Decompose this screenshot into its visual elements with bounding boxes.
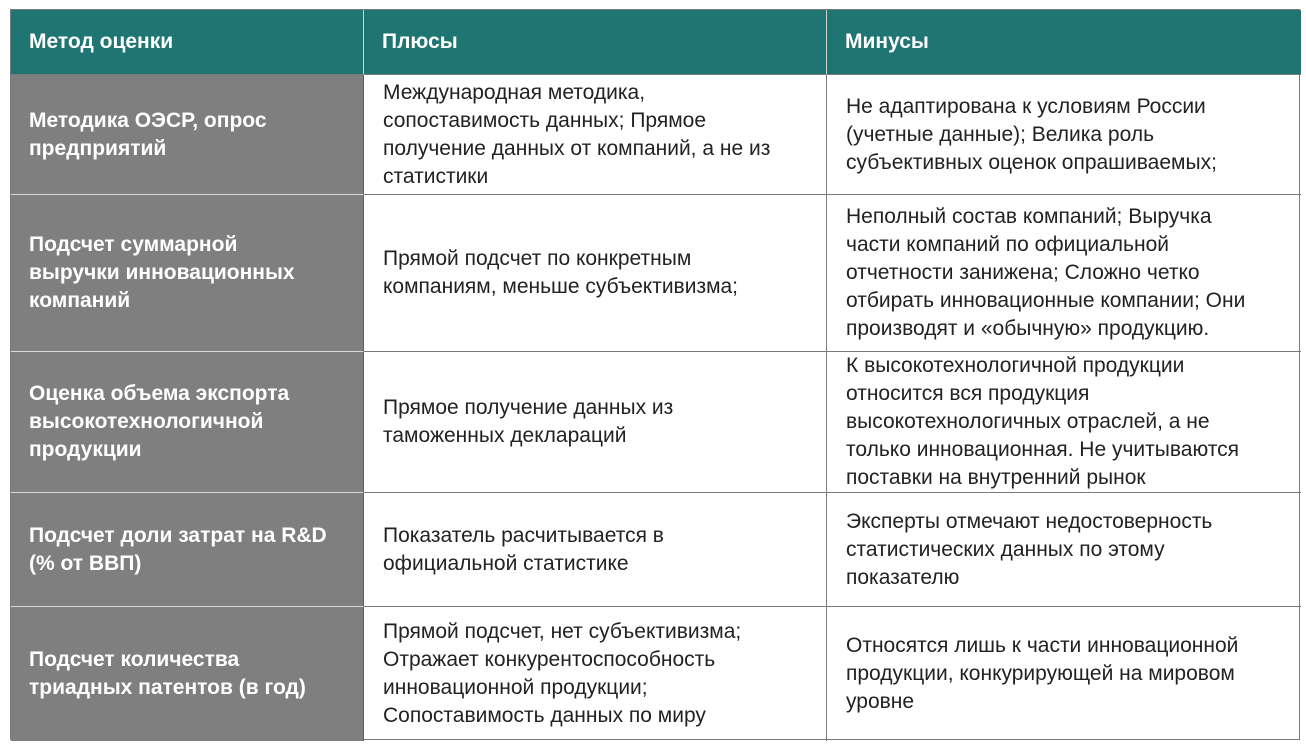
cons-text: Не адаптирована к условиям России (учетные данные); Велика роль субъективных оценок опрашиваемых;	[846, 94, 1217, 174]
cons-text: Неполный состав компаний; Выручка части компаний по официальной отчетности занижена; Сложно четко отбирать инновационные компании; Они производят и «обычную» продукцию.	[846, 205, 1246, 340]
row-1-cons	[827, 75, 1301, 195]
method-label: Подсчет количества триадных патентов (в год)	[29, 648, 306, 699]
header-pros-label: Плюсы	[382, 30, 458, 53]
header-method-label: Метод оценки	[29, 30, 174, 53]
pros-text: Показатель расчитывается в официальной статистике	[383, 523, 664, 575]
pros-text: Прямой подсчет, нет субъективизма; Отражает конкурентоспособность инновационной продукции; Сопоставимость данных по миру	[383, 620, 742, 727]
row-4-pros	[364, 493, 827, 607]
header-method	[11, 10, 364, 75]
pros-text: Международная методика, сопоставимость данных; Прямое получение данных от компаний, а не из статистики	[383, 80, 771, 188]
method-label: Подсчет суммарной выручки инновационных компаний	[29, 233, 295, 312]
cons-text: Эксперты отмечают недостоверность статистических данных по этому показателю	[846, 509, 1213, 589]
method-label: Подсчет доли затрат на R&D (% от ВВП)	[29, 523, 327, 575]
row-2-method	[11, 195, 364, 352]
cons-text: Относятся лишь к части инновационной продукции, конкурирующей на мировом уровне	[846, 634, 1239, 713]
pros-text: Прямое получение данных из таможенных деклараций	[383, 396, 674, 447]
header-cons	[827, 10, 1301, 75]
comparison-table	[10, 9, 1300, 740]
header-pros	[364, 10, 827, 75]
row-5-method	[11, 607, 364, 741]
row-1-method	[11, 75, 364, 195]
method-label: Методика ОЭСР, опрос предприятий	[29, 108, 267, 160]
header-cons-label: Минусы	[845, 30, 929, 53]
row-3-method	[11, 352, 364, 493]
pros-text: Прямой подсчет по конкретным компаниям, меньше субъективизма;	[383, 247, 739, 298]
row-2-pros	[364, 195, 827, 352]
row-5-cons	[827, 607, 1301, 741]
row-4-method	[11, 493, 364, 607]
row-5-pros	[364, 607, 827, 741]
row-4-cons	[827, 493, 1301, 607]
row-2-cons	[827, 195, 1301, 352]
row-3-cons	[827, 352, 1301, 493]
cons-text: К высокотехнологичной продукции относится вся продукция высокотехнологичных отраслей, а не только инновационная. Не учитываются поставки на внутренний рынок	[846, 354, 1239, 489]
row-1-pros	[364, 75, 827, 195]
row-3-pros	[364, 352, 827, 493]
method-label: Оценка объема экспорта высокотехнологичной продукции	[29, 382, 290, 461]
